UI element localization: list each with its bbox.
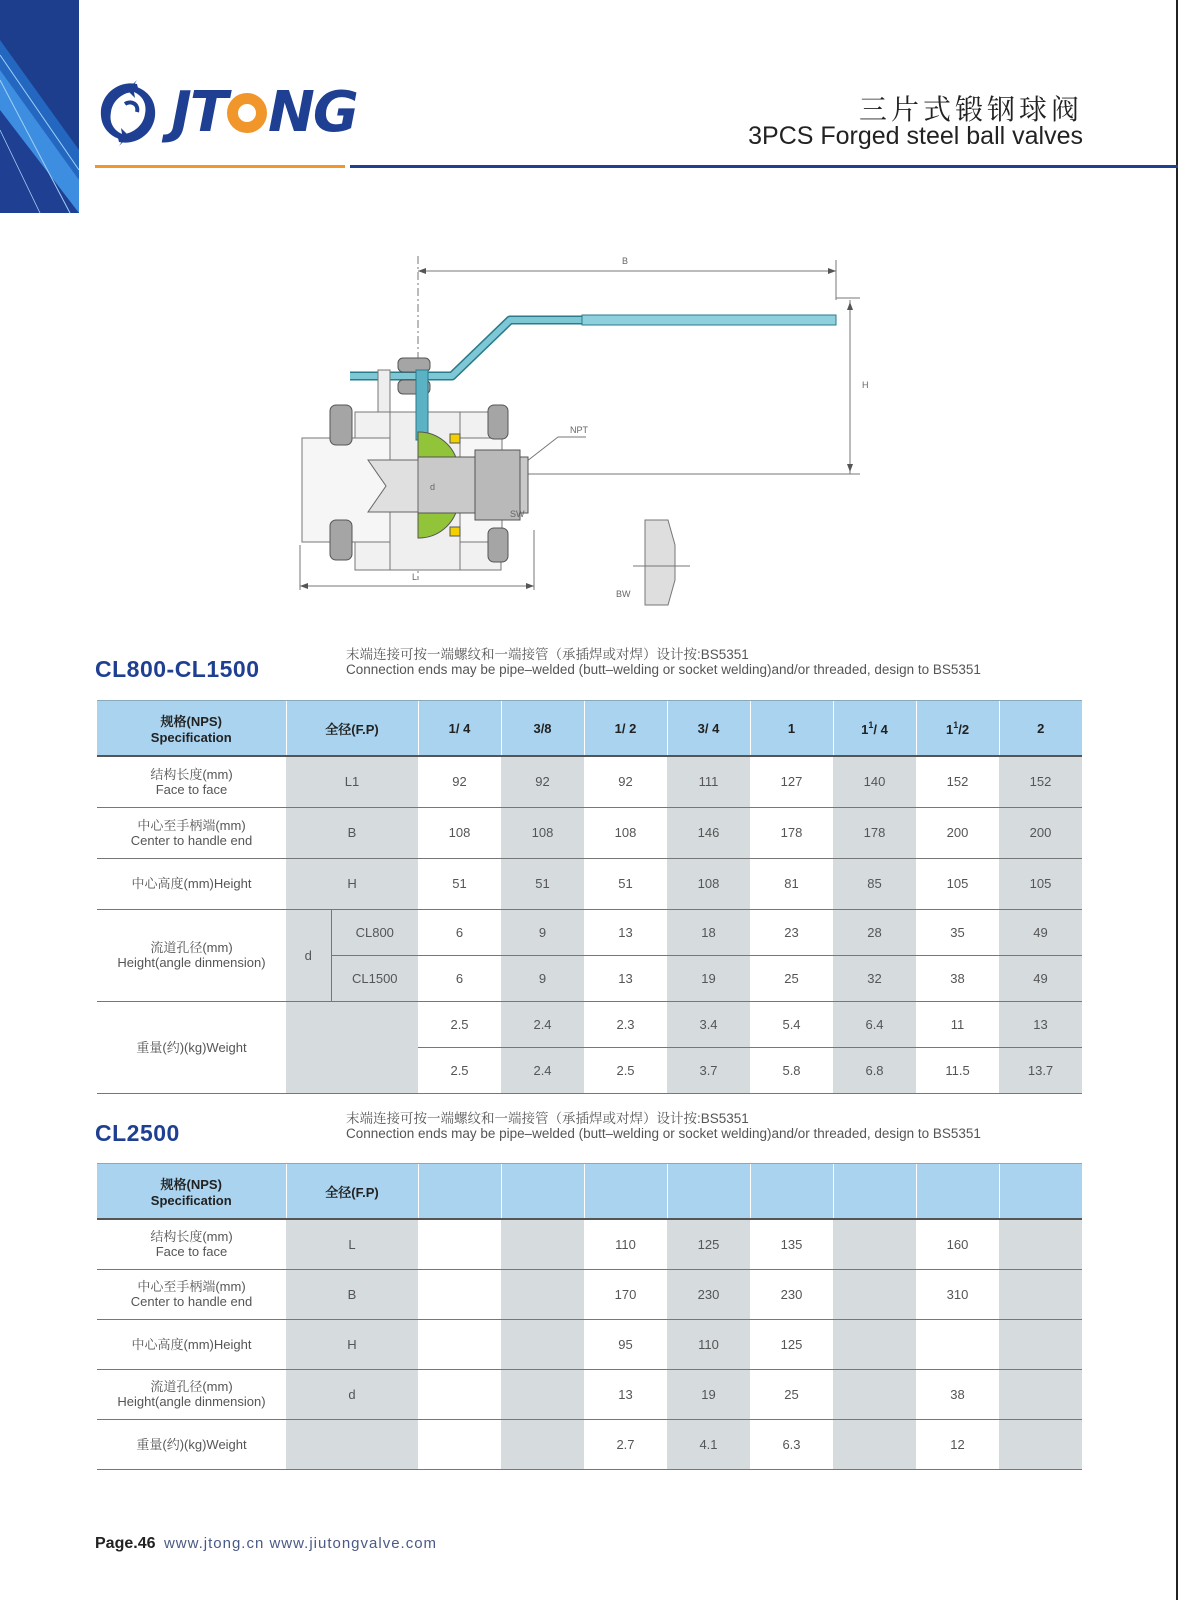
header-spec: 规格(NPS) Specification — [97, 1164, 286, 1220]
table-row: 中心高度(mm)Height H 51 51 51 108 81 85 105 105 — [97, 858, 1082, 909]
value-cell — [501, 1219, 584, 1269]
value-cell — [916, 1319, 999, 1369]
value-cell: 5.8 — [750, 1047, 833, 1093]
table1-note-en: Connection ends may be pipe–welded (butt–welding or socket welding)and/or threaded, design to BS5351 — [346, 662, 981, 677]
header-fp: 全径(F.P) — [286, 701, 418, 757]
value-cell: 108 — [418, 807, 501, 858]
symbol-cell: L1 — [286, 756, 418, 807]
value-cell: 125 — [750, 1319, 833, 1369]
value-cell — [418, 1219, 501, 1269]
corner-decoration — [0, 0, 79, 213]
value-cell: 152 — [916, 756, 999, 807]
value-cell — [418, 1369, 501, 1419]
page-number: Page.46 — [95, 1535, 156, 1552]
value-cell — [833, 1319, 916, 1369]
header-size — [916, 1164, 999, 1220]
value-cell: 9 — [501, 955, 584, 1001]
value-cell: 49 — [999, 955, 1082, 1001]
value-cell: 2.4 — [501, 1001, 584, 1047]
value-cell — [999, 1269, 1082, 1319]
header-size — [999, 1164, 1082, 1220]
value-cell: 51 — [584, 858, 667, 909]
value-cell: 85 — [833, 858, 916, 909]
value-cell: 2.5 — [418, 1001, 501, 1047]
header-size — [750, 1164, 833, 1220]
value-cell: 108 — [667, 858, 750, 909]
value-cell — [999, 1419, 1082, 1469]
page-footer — [95, 1535, 437, 1553]
header-size: 1 — [750, 701, 833, 757]
value-cell: 6.3 — [750, 1419, 833, 1469]
class-cell: CL800 — [331, 909, 418, 955]
spec-table-cl2500 — [97, 1163, 1082, 1470]
value-cell: 6.8 — [833, 1047, 916, 1093]
header-size: $1^1/$ 4 — [833, 701, 916, 757]
header-fp: 全径(F.P) — [286, 1164, 418, 1220]
spec-table-cl800-cl1500 — [97, 700, 1082, 1094]
value-cell: 92 — [418, 756, 501, 807]
header-rule-blue — [350, 165, 1178, 168]
class-cell: CL1500 — [331, 955, 418, 1001]
table2-note-en: Connection ends may be pipe–welded (butt–welding or socket welding)and/or threaded, design to BS5351 — [346, 1126, 981, 1141]
value-cell: 178 — [750, 807, 833, 858]
value-cell: 6.4 — [833, 1001, 916, 1047]
value-cell: 11 — [916, 1001, 999, 1047]
value-cell: 81 — [750, 858, 833, 909]
value-cell: 13.7 — [999, 1047, 1082, 1093]
page-title-en: 3PCS Forged steel ball valves — [748, 122, 1083, 150]
dim-label-h: H — [862, 380, 869, 390]
value-cell: 51 — [501, 858, 584, 909]
header-spec: 规格(NPS) Specification — [97, 701, 286, 757]
value-cell: 230 — [667, 1269, 750, 1319]
value-cell: 32 — [833, 955, 916, 1001]
symbol-cell: d — [286, 909, 331, 1001]
value-cell: 6 — [418, 909, 501, 955]
value-cell: 125 — [667, 1219, 750, 1269]
value-cell: 2.5 — [418, 1047, 501, 1093]
dim-label-d: d — [430, 482, 436, 492]
value-cell: 110 — [667, 1319, 750, 1369]
table-row: 结构长度(mm) Face to face L1 92 92 92 111 127 140 152 152 — [97, 756, 1082, 807]
value-cell: 9 — [501, 909, 584, 955]
value-cell — [833, 1369, 916, 1419]
value-cell: 23 — [750, 909, 833, 955]
value-cell: 38 — [916, 955, 999, 1001]
dim-label-sw: SW — [510, 509, 525, 519]
symbol-cell: d — [286, 1369, 418, 1419]
table-row: 结构长度(mm) Face to face L 110 125 135 160 — [97, 1219, 1082, 1269]
value-cell: 18 — [667, 909, 750, 955]
table-row: 流道孔径(mm) Height(angle dinmension) d 13 19 25 38 — [97, 1369, 1082, 1419]
value-cell — [999, 1319, 1082, 1369]
header-size — [501, 1164, 584, 1220]
page-title-cn: 三片式锻钢球阀 — [858, 93, 1083, 126]
value-cell: 178 — [833, 807, 916, 858]
value-cell: 2.3 — [584, 1001, 667, 1047]
header-rule-orange — [95, 165, 345, 168]
dim-label-bw: BW — [616, 589, 631, 599]
header-size: 1/ 4 — [418, 701, 501, 757]
value-cell: 200 — [916, 807, 999, 858]
website-links[interactable]: www.jtong.cn www.jiutongvalve.com — [163, 1535, 438, 1552]
header-size — [667, 1164, 750, 1220]
value-cell: 6 — [418, 955, 501, 1001]
value-cell: 127 — [750, 756, 833, 807]
value-cell — [418, 1419, 501, 1469]
value-cell — [418, 1269, 501, 1319]
header-size — [584, 1164, 667, 1220]
table2-header-row — [97, 1164, 1082, 1220]
value-cell — [501, 1369, 584, 1419]
value-cell: 110 — [584, 1219, 667, 1269]
value-cell — [999, 1369, 1082, 1419]
header-size — [833, 1164, 916, 1220]
table2-title: CL2500 — [95, 1120, 180, 1146]
brand-name: JT NG — [171, 80, 357, 145]
table1-title: CL800-CL1500 — [95, 656, 260, 682]
logo-o-ring-icon — [227, 93, 267, 133]
header-size: 3/ 4 — [667, 701, 750, 757]
value-cell: 152 — [999, 756, 1082, 807]
logo-swirl-icon — [95, 78, 161, 148]
value-cell: 13 — [999, 1001, 1082, 1047]
value-cell: 11.5 — [916, 1047, 999, 1093]
value-cell: 310 — [916, 1269, 999, 1319]
table2-note — [346, 1111, 981, 1141]
value-cell — [833, 1269, 916, 1319]
value-cell: 35 — [916, 909, 999, 955]
value-cell: 13 — [584, 1369, 667, 1419]
value-cell — [501, 1269, 584, 1319]
value-cell: 230 — [750, 1269, 833, 1319]
table-row: 重量(约)(kg)Weight 2.5 2.4 2.3 3.4 5.4 6.4 11 13 — [97, 1001, 1082, 1047]
value-cell: 92 — [501, 756, 584, 807]
symbol-cell: H — [286, 858, 418, 909]
symbol-cell: B — [286, 807, 418, 858]
table2-note-cn: 末端连接可按一端螺纹和一端接管（承插焊或对焊）设计按:BS5351 — [346, 1111, 749, 1126]
value-cell: 105 — [999, 858, 1082, 909]
value-cell: 51 — [418, 858, 501, 909]
value-cell: 108 — [501, 807, 584, 858]
table1-note-cn: 末端连接可按一端螺纹和一端接管（承插焊或对焊）设计按:BS5351 — [346, 647, 749, 662]
table-row: 中心至手柄端(mm) Center to handle end B 108 108 108 146 178 178 200 200 — [97, 807, 1082, 858]
header-size: $1^1/2$ — [916, 701, 999, 757]
value-cell: 135 — [750, 1219, 833, 1269]
value-cell: 200 — [999, 807, 1082, 858]
value-cell — [501, 1319, 584, 1369]
value-cell: 25 — [750, 955, 833, 1001]
table-row: 中心至手柄端(mm) Center to handle end B 170 230 230 310 — [97, 1269, 1082, 1319]
value-cell: 12 — [916, 1419, 999, 1469]
table-row: 中心高度(mm)Height H 95 110 125 — [97, 1319, 1082, 1369]
header-size — [418, 1164, 501, 1220]
value-cell: 2.7 — [584, 1419, 667, 1469]
value-cell — [999, 1219, 1082, 1269]
value-cell: 28 — [833, 909, 916, 955]
value-cell: 105 — [916, 858, 999, 909]
dim-label-l: L — [412, 572, 418, 582]
value-cell: 95 — [584, 1319, 667, 1369]
header-size: 1/ 2 — [584, 701, 667, 757]
symbol-cell — [286, 1001, 418, 1093]
value-cell: 3.7 — [667, 1047, 750, 1093]
value-cell: 2.4 — [501, 1047, 584, 1093]
value-cell: 2.5 — [584, 1047, 667, 1093]
value-cell: 3.4 — [667, 1001, 750, 1047]
value-cell: 25 — [750, 1369, 833, 1419]
value-cell: 92 — [584, 756, 667, 807]
symbol-cell: H — [286, 1319, 418, 1369]
value-cell: 5.4 — [750, 1001, 833, 1047]
value-cell: 111 — [667, 756, 750, 807]
value-cell: 13 — [584, 909, 667, 955]
value-cell: 49 — [999, 909, 1082, 955]
value-cell: 146 — [667, 807, 750, 858]
value-cell: 19 — [667, 955, 750, 1001]
brand-logo — [95, 78, 357, 148]
table-row: 重量(约)(kg)Weight 2.7 4.1 6.3 12 — [97, 1419, 1082, 1469]
value-cell: 13 — [584, 955, 667, 1001]
table1-note — [346, 647, 981, 677]
table-row: 流道孔径(mm) Height(angle dinmension) d CL800 6 9 13 18 23 28 35 49 — [97, 909, 1082, 955]
value-cell: 108 — [584, 807, 667, 858]
symbol-cell: B — [286, 1269, 418, 1319]
header-size: 3/8 — [501, 701, 584, 757]
value-cell — [833, 1219, 916, 1269]
valve-drawing — [290, 250, 890, 620]
symbol-cell: L — [286, 1219, 418, 1269]
value-cell: 160 — [916, 1219, 999, 1269]
table1-header-row — [97, 701, 1082, 757]
value-cell: 140 — [833, 756, 916, 807]
symbol-cell — [286, 1419, 418, 1469]
value-cell: 4.1 — [667, 1419, 750, 1469]
value-cell — [833, 1419, 916, 1469]
value-cell: 19 — [667, 1369, 750, 1419]
value-cell — [501, 1419, 584, 1469]
value-cell: 170 — [584, 1269, 667, 1319]
value-cell: 38 — [916, 1369, 999, 1419]
page-edge — [1176, 0, 1178, 1600]
value-cell — [418, 1319, 501, 1369]
header-size: 2 — [999, 701, 1082, 757]
dim-label-b: B — [622, 256, 629, 266]
dim-label-npt: NPT — [570, 425, 588, 435]
